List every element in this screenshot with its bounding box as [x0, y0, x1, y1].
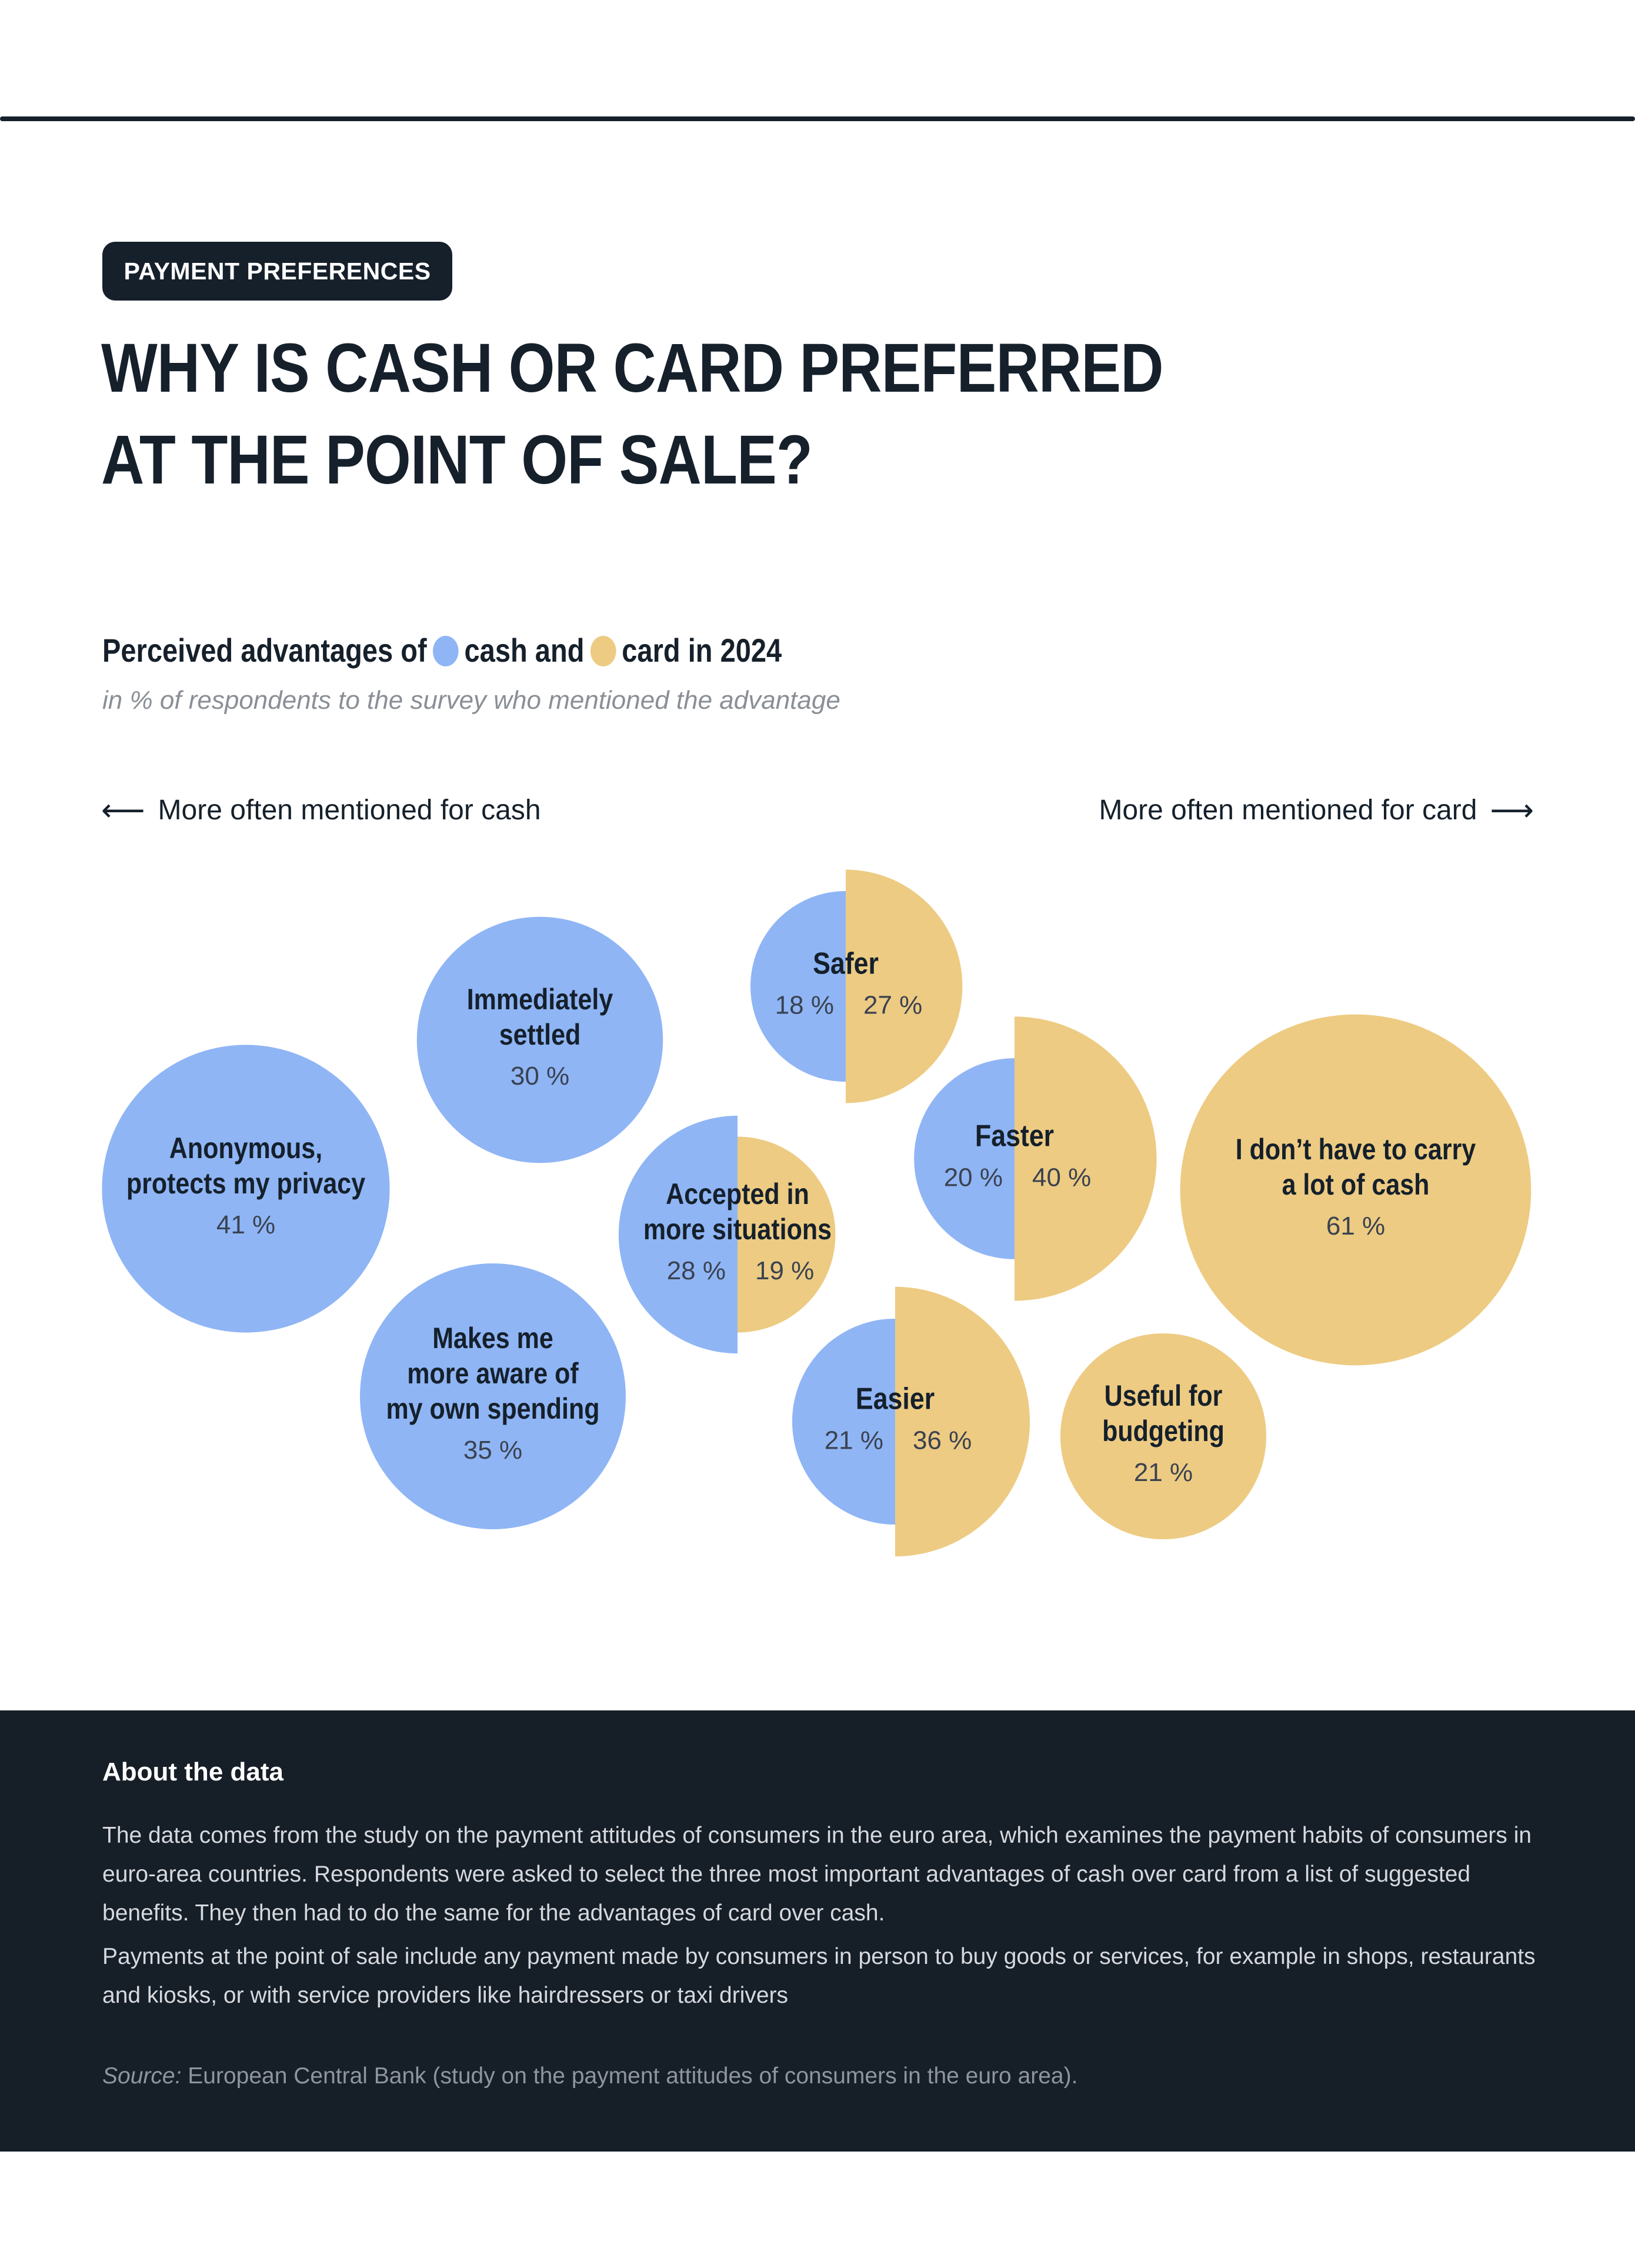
- bubble-label: settled: [499, 1018, 581, 1051]
- cash-value-label: 21 %: [824, 1426, 883, 1455]
- card-half-bubble: [895, 1287, 1030, 1556]
- card-direction-text: More often mentioned for card: [1099, 795, 1477, 826]
- cash-half-bubble: [914, 1058, 1015, 1259]
- cash-value-label: 28 %: [666, 1256, 726, 1285]
- left-arrow-icon: ⟵: [101, 793, 145, 828]
- bubble-label: more aware of: [407, 1356, 579, 1390]
- card-legend-dot: [590, 636, 616, 666]
- about-text: [102, 1816, 1537, 2020]
- chart-title-part-1: Perceived advantages of: [102, 632, 427, 669]
- chart-title-part-2: cash and: [464, 632, 585, 669]
- bubble-label: Makes me: [432, 1321, 553, 1355]
- bubble-label: more situations: [643, 1212, 832, 1246]
- bubble-label: Faster: [975, 1119, 1055, 1153]
- bubble-label: Accepted in: [666, 1177, 809, 1210]
- card-value-label: 40 %: [1032, 1163, 1092, 1192]
- page-title-line-1: WHY IS CASH OR CARD PREFERRED: [101, 329, 1163, 407]
- chart-title-part-3: card in 2024: [622, 632, 782, 669]
- bubble-group: [619, 1116, 836, 1353]
- bubble-group: [750, 870, 962, 1103]
- page-title: [101, 322, 1163, 506]
- source-label: Source:: [102, 2063, 182, 2089]
- bubble-label: budgeting: [1102, 1414, 1224, 1447]
- cash-direction-text: More often mentioned for cash: [158, 795, 541, 826]
- cash-value-label: 30 %: [510, 1062, 570, 1090]
- card-value-label: 27 %: [863, 990, 923, 1020]
- bubble-group: [792, 1287, 1030, 1556]
- card-value-label: 19 %: [755, 1256, 815, 1285]
- cash-legend-dot: [433, 636, 459, 666]
- card-half-bubble: [846, 870, 962, 1103]
- top-rule: [0, 116, 1635, 121]
- source-text: European Central Bank (study on the payment attitudes of consumers in the euro area).: [188, 2063, 1078, 2089]
- about-panel: [0, 1710, 1635, 2152]
- bubble-group: [1180, 1015, 1531, 1366]
- bubble-label: I don’t have to carry: [1235, 1132, 1476, 1166]
- bubble-group: [1060, 1333, 1266, 1539]
- cash-value-label: 35 %: [463, 1436, 523, 1465]
- section-badge: PAYMENT PREFERENCES: [102, 242, 452, 301]
- about-paragraph-1: The data comes from the study on the payment attitudes of consumers in the euro area, which examines the payment habits of consumers in euro-area countries. Respondents were asked to select the three most important advantages of cash over card from a list of suggested benefits. They then had to do the same for the advantages of card over cash.: [102, 1823, 1532, 1926]
- chart-subtitle: in % of respondents to the survey who mentioned the advantage: [102, 686, 840, 715]
- bubble-label: protects my privacy: [126, 1166, 366, 1200]
- bubble-group: [914, 1016, 1156, 1300]
- cash-direction-label: [101, 794, 541, 826]
- cash-value-label: 41 %: [216, 1210, 276, 1239]
- cash-value-label: 20 %: [943, 1163, 1003, 1192]
- card-value-label: 61 %: [1326, 1212, 1386, 1240]
- about-paragraph-2: Payments at the point of sale include any payment made by consumers in person to buy goods or services, for example in shops, restaurants and kiosks, or with service providers like hairdressers or taxi drivers: [102, 1944, 1536, 2008]
- bubble-chart: [0, 847, 1635, 1576]
- card-value-label: 36 %: [913, 1426, 972, 1455]
- bubble-group: [417, 917, 663, 1163]
- card-value-label: 21 %: [1133, 1458, 1193, 1487]
- bubble-group: [102, 1045, 389, 1332]
- cash-half-bubble: [792, 1319, 895, 1525]
- bubble-label: Immediately: [466, 982, 613, 1016]
- bubble-label: a lot of cash: [1282, 1168, 1430, 1201]
- chart-title: [102, 628, 782, 673]
- about-title: About the data: [102, 1757, 283, 1786]
- page-title-line-2: AT THE POINT OF SALE?: [101, 421, 813, 499]
- cash-value-label: 18 %: [775, 990, 834, 1020]
- bubble-group: [360, 1263, 626, 1529]
- cash-half-bubble: [750, 891, 846, 1082]
- right-arrow-icon: ⟶: [1490, 793, 1534, 828]
- bubble-label: Anonymous,: [169, 1131, 323, 1165]
- source-note: [102, 2063, 1077, 2089]
- bubble-label: Easier: [855, 1382, 935, 1416]
- card-half-bubble: [1015, 1016, 1157, 1300]
- bubble-label: Safer: [813, 946, 879, 981]
- bubble-label: my own spending: [386, 1392, 600, 1425]
- bubble-label: Useful for: [1104, 1379, 1223, 1412]
- card-direction-label: [1099, 794, 1534, 826]
